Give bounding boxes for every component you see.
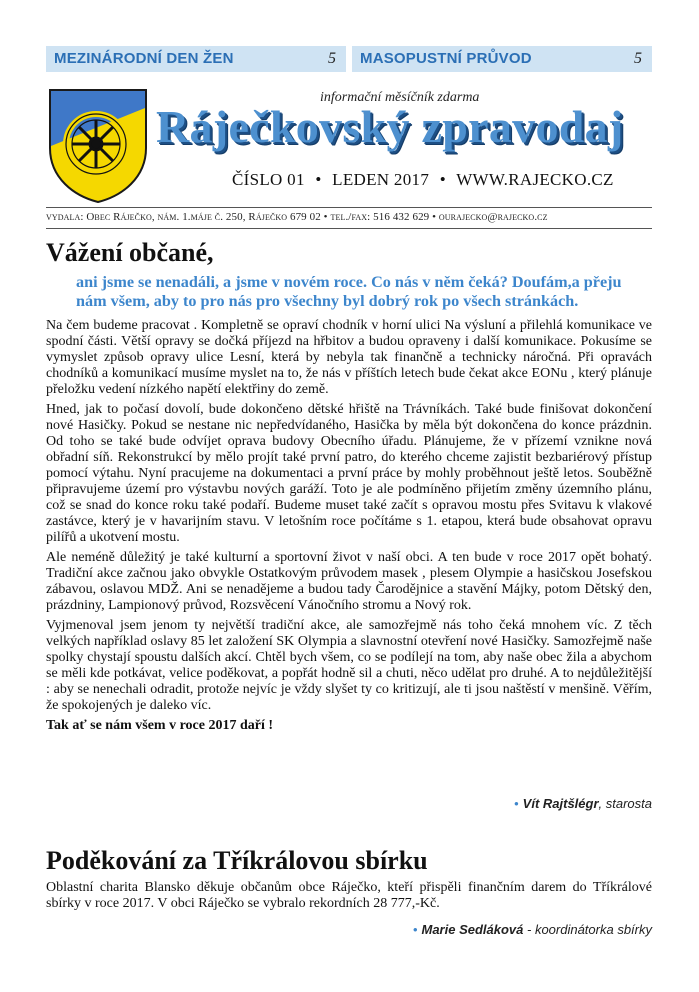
divider — [46, 207, 652, 208]
issue-date: LEDEN 2017 — [332, 170, 430, 189]
divider — [46, 228, 652, 229]
masthead-subtitle: informační měsíčník zdarma — [320, 90, 480, 105]
paragraph: Ale neméně důležitý je také kulturní a sportovní život v naší obci. A ten bude v roce 2017 opět bohatý. Tradiční akce začnou jako obvykle Ostatkovým průvodem masek , plesem Olympie a hasičskou Josefskou zábavou, oslavou MDŽ. Ani se nenadějeme a budou tady Čarodějnice a stavění Májky, potom Dětský den, prázdniny, Lampionový průvod, Rozsvěcení Vánočního stromu a Nový rok. — [46, 550, 652, 613]
paragraph: Hned, jak to počasí dovolí, bude dokončeno dětské hřiště na Trávníkách. Také bude finišovat dokončení nové Hasičky. Pokud se nestane nic nepředvídaného, Hasička by měla být dokončena do konce prázdnin. Od toho se také bude odvíjet oprava budovy Obecního úřadu. Plánujeme, že v přízemí vznikne nová obřadní síň. Rekonstrukcí by mělo projít také první patro, do kterého chceme zajistit bezbariérový přístup pomocí výtahu. Nyní pracujeme na dokumentaci a první práce by mohly proběhnout ještě letos. Souběžně připravujeme území pro výstavbu nových garáží. Toto je ale podmíněno přijetím změny územního plánu, což se snad do konce roku také podaří. Budeme muset také začít s opravou mostu přes Svitavu k vlakové zastávce, který je v havarijním stavu. V letošním roce počítáme s 1. etapou, která bude obsahovat opravu pilířů a ukotvení mostu. — [46, 402, 652, 545]
bullet-icon: • — [412, 922, 418, 937]
paragraph: Vyjmenoval jsem jenom ty největší tradiční akce, ale samozřejmě nás toho čeká mnohem víc. Z těch velkých například oslavy 85 let založení SK Olympia a slavnostní otevření nové Hasičky. Samozřejmě naše spolky chystají spoustu dalších akcí. Chtěl bych všem, co se podílejí na tom, aby naše obec žila a abychom se měli kde potkávat, velice poděkovat, a popřát hodně sil a chuti, něco udělat pro druhé. A to nejdůležitější : aby se nenechali odradit, protože nejvíc je vždy slyšet ty co kritizují, ale ti jsou naštěstí v menšině. Věřím, že spokojených je daleko víc. — [46, 618, 652, 713]
teaser-bar — [46, 46, 652, 72]
author-role: , starosta — [598, 796, 652, 811]
issue-number: ČÍSLO 01 — [232, 170, 305, 189]
teaser-mezinarodni-den-zen[interactable] — [46, 46, 346, 72]
author-signature — [514, 796, 652, 811]
paragraph: Oblastní charita Blansko děkuje občanům obce Ráječko, kteří přispěli finančním darem do Tříkrálové sbírky v roce 2017. V obci Ráječko se vybralo rekordních 28 777,-Kč. — [46, 880, 652, 911]
article-heading: Poděkování za Tříkrálovou sbírku — [46, 846, 428, 875]
teaser-label: MEZINÁRODNÍ DEN ŽEN — [54, 50, 234, 67]
article-body — [46, 880, 652, 912]
teaser-page-number: 5 — [328, 50, 336, 67]
paragraph: Na čem budeme pracovat . Kompletně se opraví chodník v horní ulici Na výsluní a přilehlá komunikace ve spodní části. Větší opravy se dočká příjezd na hřbitov a budou opraveny i další komunikace. Pokusíme se vymyslet způsob opravy ulice Lesní, která by nebyla tak finančně a technicky náročná. Při opravách chodníků a komunikací musíme myslet na to, že nás v příštích letech bude čekat akce EONu , který plánuje přeložku vedení nízkého napětí elektřiny do země. — [46, 318, 652, 397]
teaser-label: MASOPUSTNÍ PRŮVOD — [360, 50, 532, 67]
publisher-line: vydala: Obec Ráječko, nám. 1.máje č. 250, Ráječko 679 02 • tel./fax: 516 432 629 • ourajecko@rajecko.cz — [46, 211, 548, 223]
author-name: Marie Sedláková — [421, 922, 524, 937]
teaser-page-number: 5 — [634, 50, 642, 67]
article-heading: Vážení občané, — [46, 238, 214, 267]
closing-line: Tak ať se nám všem v roce 2017 daří ! — [46, 718, 274, 733]
author-signature — [413, 922, 652, 937]
author-role: - koordinátorka sbírky — [523, 922, 652, 937]
teaser-masopustni-pruvod[interactable] — [352, 46, 652, 72]
coat-of-arms-icon — [46, 86, 150, 206]
article-lead: ani jsme se nenadáli, a jsme v novém roce. Co nás v něm čeká? Doufám,a přeju nám všem, aby to pro nás pro všechny byl dobrý rok po všech stránkách. — [76, 273, 622, 310]
masthead-title: Ráječkovský zpravodaj — [156, 101, 624, 152]
bullet-icon: • — [514, 796, 519, 811]
issue-line — [232, 170, 614, 190]
separator-dot: • — [315, 170, 322, 189]
separator-dot: • — [439, 170, 446, 189]
author-name: Vít Rajtšlégr — [522, 796, 599, 811]
article-body — [46, 318, 652, 738]
website-link[interactable]: WWW.RAJECKO.CZ — [456, 170, 614, 189]
